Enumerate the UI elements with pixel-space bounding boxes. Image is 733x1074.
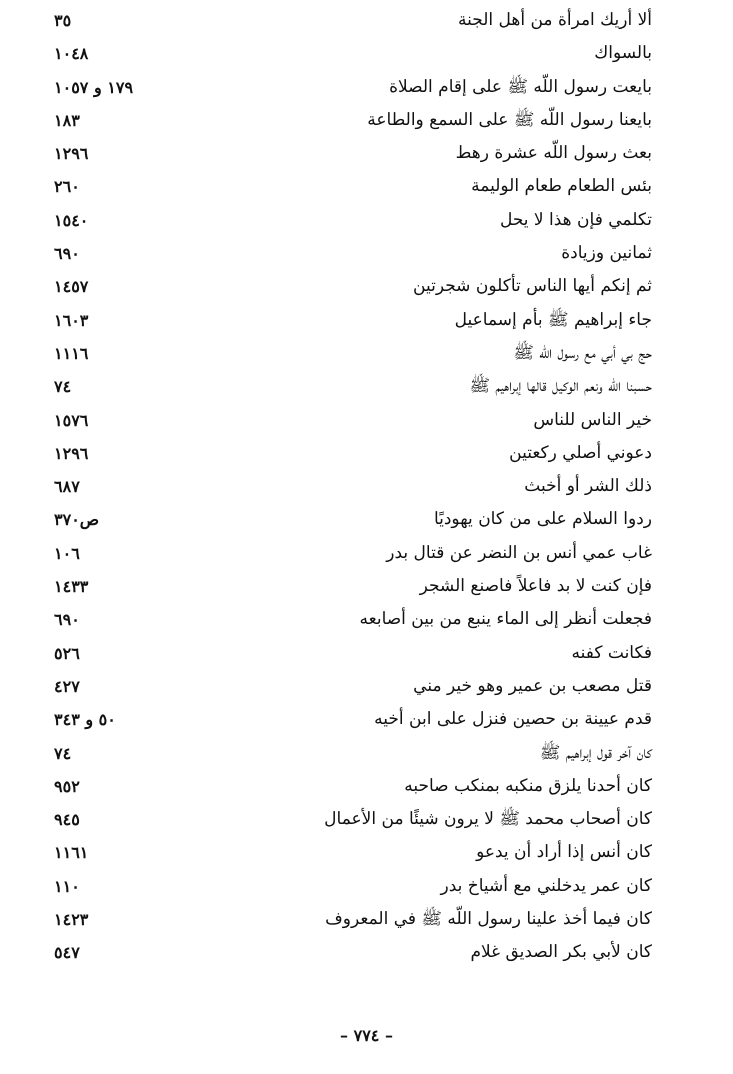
hadith-phrase: كان أحدنا يلزق منكبه بمنكب صاحبه — [404, 775, 652, 796]
hadith-reference-number: ١١٠ — [54, 876, 80, 896]
index-row — [40, 37, 652, 70]
index-row — [40, 737, 652, 770]
index-row — [40, 537, 652, 570]
hadith-reference-number: ٦٩٠ — [54, 244, 80, 264]
hadith-phrase: ذلك الشر أو أخبث — [524, 476, 652, 497]
index-row — [40, 637, 652, 670]
hadith-phrase: خير الناس للناس — [533, 409, 652, 430]
hadith-phrase: بايعت رسول اللّه ﷺ على إقام الصلاة — [389, 76, 652, 97]
hadith-phrase: ألا أريك امرأة من أهل الجنة — [458, 10, 652, 30]
index-row — [40, 404, 652, 437]
index-row — [40, 71, 652, 104]
hadith-phrase: دعوني أصلي ركعتين — [509, 442, 652, 463]
hadith-phrase: قدم عيينة بن حصين فنزل على ابن أخيه — [374, 709, 652, 730]
index-row — [40, 104, 652, 137]
index-row — [40, 370, 652, 403]
hadith-reference-number: ١٥٤٠ — [54, 210, 89, 230]
index-row — [40, 270, 652, 303]
index-row — [40, 803, 652, 836]
index-row — [40, 204, 652, 237]
hadith-phrase: كان أصحاب محمد ﷺ لا يرون شيئًا من الأعمال — [324, 809, 652, 830]
hadith-reference-number: ٦٨٧ — [54, 477, 80, 497]
hadith-reference-number: ١٤٢٣ — [54, 910, 89, 930]
hadith-reference-number: ٥٠ و ٣٤٣ — [54, 710, 116, 730]
hadith-reference-number: ١٠٤٨ — [54, 44, 89, 64]
index-row — [40, 870, 652, 903]
hadith-reference-number: ٣٥ — [54, 11, 72, 30]
hadith-reference-number: ١٠٦ — [54, 543, 80, 563]
hadith-phrase: ثمانين وزيادة — [561, 243, 652, 264]
index-row — [40, 936, 652, 969]
hadith-phrase: كان عمر يدخلني مع أشياخ بدر — [440, 875, 652, 896]
hadith-reference-number: ٥٤٧ — [54, 943, 80, 963]
hadith-phrase: تكلمي فإن هذا لا يحل — [499, 209, 652, 230]
hadith-phrase: فإن كنت لا بد فاعلاً فاصنع الشجر — [419, 576, 652, 597]
hadith-reference-number: ١٢٩٦ — [54, 144, 89, 164]
hadith-reference-number: ١٥٧٦ — [54, 410, 89, 430]
hadith-reference-number: ٧٤ — [54, 743, 72, 763]
hadith-reference-number: ٢٦٠ — [54, 177, 80, 197]
hadith-phrase: حج بي أبي مع رسول اللّه ﷺ — [513, 342, 652, 363]
hadith-phrase: كان لأبي بكر الصديق غلام — [470, 942, 652, 963]
hadith-reference-number: ١٤٥٧ — [54, 277, 89, 297]
index-row — [40, 703, 652, 736]
hadith-phrase: قتل مصعب بن عمير وهو خير مني — [413, 675, 652, 696]
hadith-reference-number: ١٧٩ و ١٠٥٧ — [54, 77, 134, 97]
hadith-phrase: كان فيما أخذ علينا رسول اللّه ﷺ في المعروف — [325, 909, 652, 930]
index-row — [40, 170, 652, 203]
index-row — [40, 503, 652, 536]
hadith-reference-number: ٧٤ — [54, 377, 72, 397]
hadith-phrase: حسبنا اللّه ونعم الوكيل قالها إبراهيم ﷺ — [469, 376, 652, 397]
hadith-phrase: بعث رسول اللّه عشرة رهط — [455, 143, 652, 164]
index-row — [40, 137, 652, 170]
index-row — [40, 903, 652, 936]
index-row — [40, 470, 652, 503]
index-row — [40, 437, 652, 470]
hadith-reference-number: ١٢٩٦ — [54, 443, 89, 463]
index-row — [40, 670, 652, 703]
index-row — [40, 304, 652, 337]
hadith-reference-number: ٩٥٢ — [54, 776, 80, 796]
hadith-phrase: كان آخر قول إبراهيم ﷺ — [539, 742, 652, 763]
index-row — [40, 4, 652, 37]
page-number: – ٧٧٤ – — [340, 1026, 393, 1045]
index-row — [40, 237, 652, 270]
hadith-index-list — [40, 4, 652, 970]
hadith-reference-number: ١١٦١ — [54, 843, 89, 863]
hadith-phrase: بئس الطعام طعام الوليمة — [471, 176, 652, 197]
hadith-phrase: جاء إبراهيم ﷺ بأم إسماعيل — [454, 309, 652, 330]
index-row — [40, 603, 652, 636]
hadith-phrase: كان أنس إذا أراد أن يدعو — [476, 842, 652, 863]
index-row — [40, 337, 652, 370]
hadith-phrase: ردوا السلام على من كان يهوديًا — [433, 509, 652, 530]
hadith-reference-number: ٥٢٦ — [54, 643, 80, 663]
index-row — [40, 570, 652, 603]
hadith-reference-number: ١٤٣٣ — [54, 577, 89, 597]
hadith-phrase: بالسواك — [594, 43, 652, 64]
hadith-reference-number: ص٣٧٠ — [54, 510, 100, 530]
hadith-reference-number: ٦٩٠ — [54, 610, 80, 630]
hadith-phrase: ثم إنكم أيها الناس تأكلون شجرتين — [413, 276, 652, 297]
hadith-phrase: غاب عمي أنس بن النضر عن قتال بدر — [386, 542, 652, 563]
hadith-reference-number: ١٨٣ — [54, 110, 80, 130]
index-row — [40, 770, 652, 803]
index-row — [40, 836, 652, 869]
hadith-reference-number: ٤٢٧ — [54, 676, 80, 696]
hadith-reference-number: ٩٤٥ — [54, 810, 80, 830]
hadith-phrase: فكانت كفنه — [571, 642, 652, 663]
hadith-reference-number: ١١١٦ — [54, 343, 89, 363]
hadith-phrase: بايعنا رسول اللّه ﷺ على السمع والطاعة — [367, 109, 652, 130]
hadith-phrase: فجعلت أنظر إلى الماء ينبع من بين أصابعه — [359, 609, 652, 630]
hadith-reference-number: ١٦٠٣ — [54, 310, 89, 330]
